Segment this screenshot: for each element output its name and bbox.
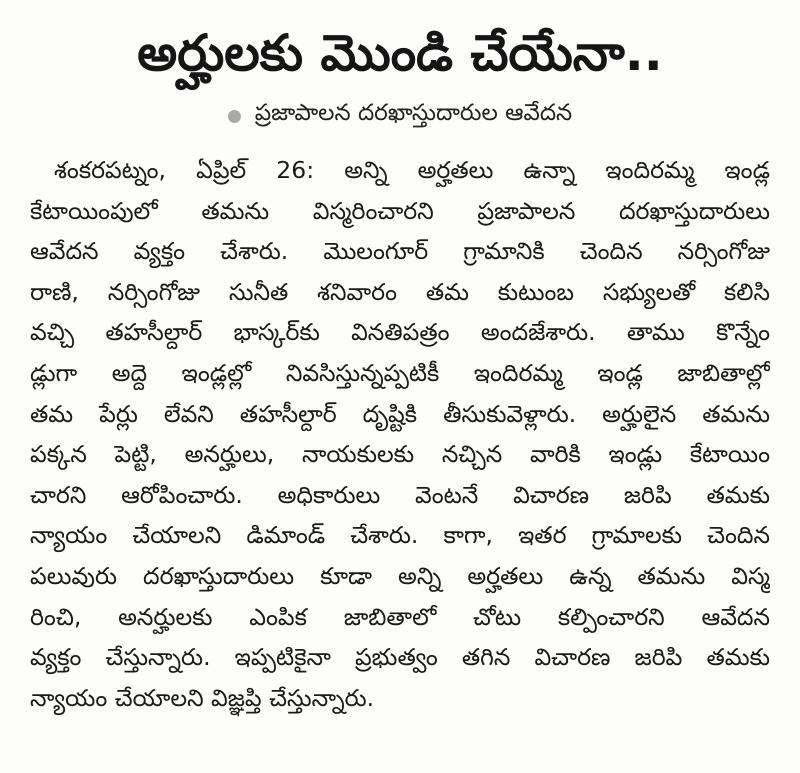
body-line: డ్లుగా అద్దె ఇండ్లల్లో నివసిస్తున్నప్పటికీ ఇందిరమ్మ ఇండ్ల జాబితాల్లో bbox=[30, 358, 770, 387]
body-line: కేటాయింపులో తమను విస్మరించారని ప్రజాపాలన దరఖాస్తుదారులు bbox=[30, 196, 770, 225]
subheadline-text: ప్రజాపాలన దరఖాస్తుదారుల ఆవేదన bbox=[254, 100, 573, 126]
body-line: వ్యక్తం చేస్తున్నారు. ఇప్పటికైనా ప్రభుత్వం తగిన విచారణ జరిపి తమకు bbox=[30, 643, 770, 672]
article-body bbox=[30, 150, 770, 718]
body-line: ఆవేదన వ్యక్తం చేశారు. మొలంగూర్ గ్రామానికి చెందిన నర్సింగోజు bbox=[30, 237, 770, 266]
subheadline bbox=[30, 94, 770, 138]
body-line: చారని ఆరోపించారు. అధికారులు వెంటనే విచారణ జరిపి తమకు bbox=[30, 480, 770, 509]
body-line: పక్కన పెట్టి, అనర్హులు, నాయకులకు నచ్చిన వారికి ఇండ్లు కేటాయిం bbox=[30, 440, 770, 469]
body-line: వచ్చి తహసీల్దార్ భాస్కర్‌కు వినతిపత్రం అందజేశారు. తాము కొన్నేం bbox=[30, 318, 770, 347]
body-line: శంకరపట్నం, ఏప్రిల్ 26: అన్ని అర్హతలు ఉన్నా ఇందిరమ్మ ఇండ్ల bbox=[54, 156, 770, 184]
body-line: న్యాయం చేయాలని డిమాండ్ చేశారు. కాగా, ఇతర గ్రామాలకు చెందిన bbox=[30, 521, 770, 550]
body-line: రాణి, నర్సింగోజు సునీత శనివారం తమ కుటుంబ సభ్యులతో కలిసి bbox=[30, 277, 770, 306]
headline: అర్హులకు మొండి చేయేనా.. bbox=[137, 24, 663, 82]
body-line: న్యాయం చేయాలని విజ్ఞప్తి చేస్తున్నారు. bbox=[30, 683, 375, 712]
body-line: తమ పేర్లు లేవని తహసీల్దార్ దృష్టికి తీసుకువెళ్లారు. అర్హులైన తమను bbox=[30, 399, 770, 428]
bullet-icon bbox=[228, 110, 241, 123]
body-line: పలువురు దరఖాస్తుదారులు కూడా అన్ని అర్హతలు ఉన్న తమను విస్మ bbox=[30, 561, 770, 590]
body-line: రించి, అనర్హులకు ఎంపిక జాబితాలో చోటు కల్పించారని ఆవేదన bbox=[30, 602, 770, 631]
